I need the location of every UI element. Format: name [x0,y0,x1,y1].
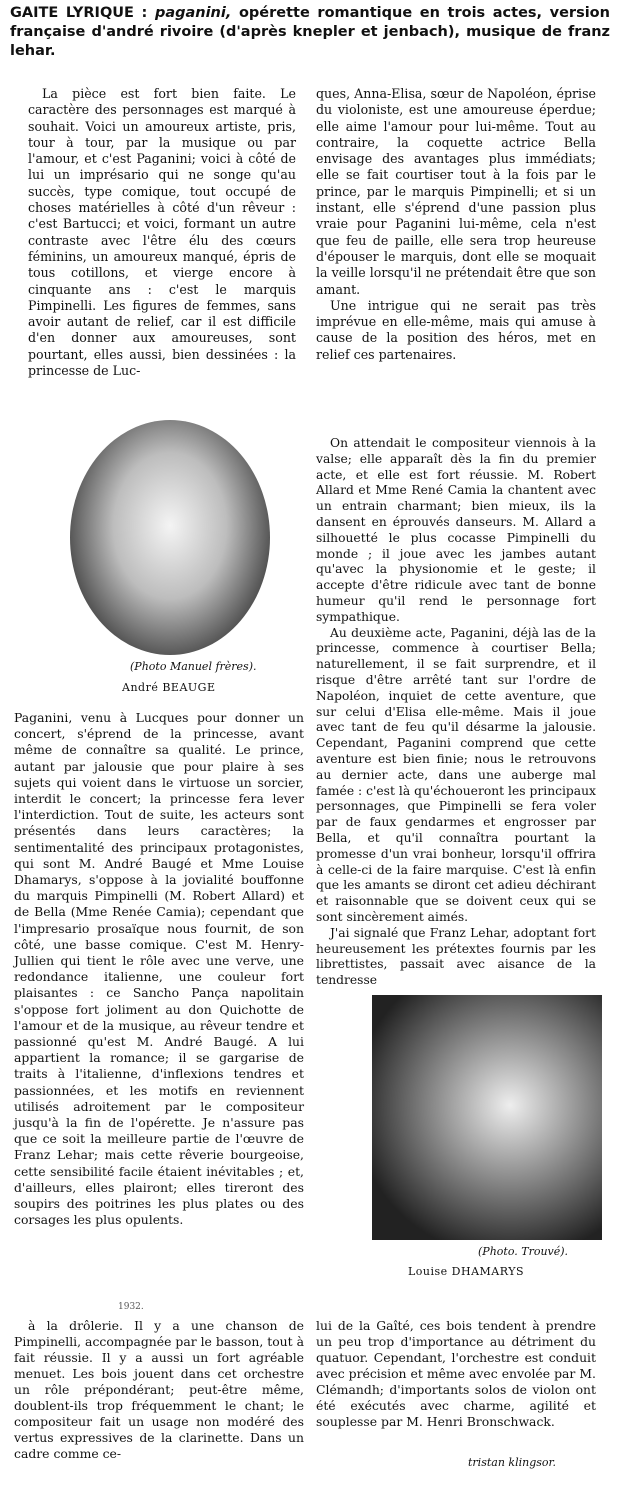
portrait-andre-bauge [70,420,270,655]
portrait-louise-dhamarys [372,995,602,1240]
column-left-top [28,86,296,379]
photo-credit: (Photo. Trouvé). [478,1245,569,1258]
headline-rest: opérette romantique en trois actes, version française d'andré rivoire (d'après knepler et jenbach), musique de franz lehar. [10,5,610,59]
column-right-bottom [316,1318,596,1430]
column-right-mid [316,436,596,989]
headline-title: paganini, [154,5,232,21]
paragraph: On attendait le compositeur viennois à la valse; elle apparaît dès la fin du premier acte, et elle est fort réussie. M. Robert Allard et Mme René Camia la chantent avec un entrain charmant; bien mieux, ils la dansent en éprouvés danseurs. M. Allard a silhouetté le plus cocasse Pimpinelli du monde ; il joue avec les jambes autant qu'avec la physionomie et le geste; il accepte d'être ridicule avec tant de bonne humeur qu'il rend le personnage fort sympathique. [316,436,596,624]
paragraph: ques, Anna-Elisa, sœur de Napoléon, éprise du violoniste, est une amoureuse éperdue; elle aime l'amour pour lui-même. Tout au contraire, la coquette actrice Bella envisage des avantages plus immédiats; elle se fait courtiser tout à la fois par le prince, par le marquis Pimpinelli; et si un instant, elle s'éprend d'une passion plus vraie pour Paganini lui-même, cela n'est que feu de paille, elle sera trop heureuse d'épouser le marquis, dont elle se moquait la veille lorsqu'il ne prétendait être que son amant. [316,86,596,297]
paragraph: à la drôlerie. Il y a une chanson de Pimpinelli, accompagnée par le basson, tout à fait réussie. Il y a aussi un fort agréable menuet. Les bois jouent dans cet orchestre un rôle prépondérant; peut-être même, doublent-ils trop fréquemment le chant; le compositeur fait un usage non modéré des vertus expressives de la clarinette. Dans un cadre comme ce- [14,1318,304,1461]
paragraph: La pièce est fort bien faite. Le caractère des personnages est marqué à souhait. Voici un amoureux artiste, pris, tour à tour, par la musique ou par l'amour, et c'est Paganini; voici à côté de lui un imprésario qui ne songe qu'au succès, type comique, tout occupé de choses matérielles à côté d'un rêveur : c'est Bartucci; et voici, formant un autre contraste avec l'être élu des cœurs féminins, un amoureux manqué, épris de tous cotillons, et vierge encore à cinquante ans : c'est le marquis Pimpinelli. Les figures de femmes, sans avoir autant de relief, car il est difficile d'en donner aux amoureuses, sont pourtant, elles aussi, bien dessinées : la princesse de Luc- [28,86,296,379]
photo-caption: André BEAUGE [122,681,216,694]
paragraph: lui de la Gaîté, ces bois tendent à prendre un peu trop d'importance au détriment du quatuor. Cependant, l'orchestre est conduit avec précision et même avec envolée par M. Clémandh; d'importants solos de violon ont été exécutés avec charme, agilité et souplesse par M. Henri Bronschwack. [316,1318,596,1429]
column-right-top [316,86,596,363]
headline-venue: GAITE LYRIQUE : [10,5,148,21]
paragraph: J'ai signalé que Franz Lehar, adoptant fort heureusement les prétextes fournis par les librettistes, passait avec aisance de la tendresse [316,925,596,988]
column-left-bottom [14,1318,304,1462]
author-signature: tristan klingsor. [468,1456,557,1469]
photo-credit: (Photo Manuel frères). [130,660,257,673]
photo-caption: Louise DHAMARYS [408,1265,524,1278]
paragraph: Une intrigue qui ne serait pas très imprévue en elle-même, mais qui amuse à cause de la position des héros, met en relief ces partenaires. [316,297,596,362]
article-headline [10,4,610,61]
column-left-mid [14,710,304,1229]
paragraph: Paganini, venu à Lucques pour donner un concert, s'éprend de la princesse, avant même de connaître sa qualité. Le prince, autant par jalousie que pour plaire à ses sujets qui voient dans le virtuose un sorcier, interdit le concert; la princesse fera lever l'interdiction. Tout de suite, les acteurs sont présentés dans leurs caractères; la sentimentalité des principaux protagonistes, qui sont M. André Baugé et Mme Louise Dhamarys, s'oppose à la jovialité bouffonne du marquis Pimpinelli (M. Robert Allard) et de Bella (Mme Renée Camia); cependant que l'impresario prosaïque nous fournit, de son côté, une basse comique. C'est M. Henry-Jullien qui tient le rôle avec une verve, une redondance italienne, une couleur fort plaisantes : ce Sancho Pança napolitain s'oppose fort joliment au don Quichotte de l'amour et de la musique, au rêveur tendre et passionné qu'est M. André Baugé. A lui appartient la romance; il se gargarise de traits à l'italienne, d'inflexions tendres et passionnées, et les motifs en reviennent utilisés adroitement par le compositeur jusqu'à la fin de l'opérette. Je n'assure pas que ce soit la meilleure partie de l'œuvre de Franz Lehar; mais cette rêverie bourgeoise, cette sensibilité facile étaient inévitables ; et, d'ailleurs, elles plairont; elles tireront des soupirs des poitrines les plus plates ou des corsages les plus opulents. [14,710,304,1228]
library-stamp: 1932. [118,1302,144,1312]
paragraph: Au deuxième acte, Paganini, déjà las de la princesse, commence à courtiser Bella; naturellement, il se fait surprendre, et il risque d'être arrêté tant sur l'ordre de Napoléon, inquiet de cette aventure, que sur celui d'Elisa elle-même. Mais il joue avec tant de feu qu'il désarme la jalousie. Cependant, Paganini comprend que cette aventure est bien finie; nous le retrouvons au dernier acte, dans une auberge mal famée : c'est là qu'échoueront les principaux personnages, que Pimpinelli se fera voler par de faux gendarmes et engrosser par Bella, et qu'il connaîtra pourtant la promesse d'un vrai bonheur, lorsqu'il offrira à celle-ci de la faire marquise. C'est là enfin que les amants se diront cet adieu déchirant et raisonnable que se doivent ceux qui se sont sincèrement aimés. [316,625,596,924]
